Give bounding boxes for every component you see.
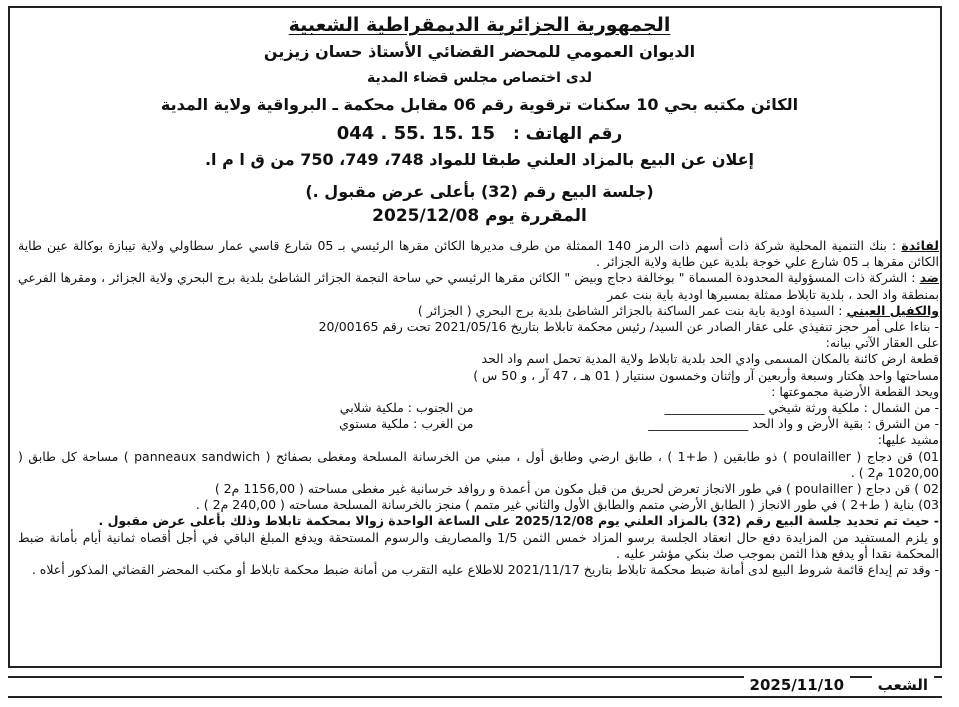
scheduled-label: المقررة يوم (485, 206, 587, 226)
scheduled-date: 2025/12/08 (372, 206, 480, 226)
beneficiary-text: : بنك التنمية المحلية شركة ذات أسهم ذات الرمز 140 الممثلة من طرف مديرها الكائن مقرها الرئيسي بـ 05 شارع قاسي عمار سطاولي ولاية تيبازة بوكالة عين طاية الكائن مقرها بـ 05 شارع علي خوجة بلدية عين طاية ولاية الجزائر . (18, 238, 939, 270)
phone-label: رقم الهاتف : (512, 124, 623, 144)
phone-line (0, 123, 959, 144)
session-note: - حيث تم تحديد جلسة البيع رقم (32) بالمزاد العلني يوم 2025/12/08 على الساعة الواحدة زوالا بمحكمة تابلاط وذلك بأعلى عرض مقبول . (98, 513, 939, 529)
against-text: : الشركة ذات المسؤولية المحدودة المسماة " بوخالفة دجاج وبيض " الكائن مقرها الرئيسي حي ساحة النجمة الجزائر الشاطئ بلدية برج البحري ولاية الجزائر ، ومقرها الفرعي بمنطقة واد الحد ، بلدية تابلاط ممثلة بمسيرها اودية باية بنت عمر (18, 270, 939, 302)
borders-row-2 (18, 416, 939, 432)
footer-bar (8, 676, 942, 698)
scheduled-line (0, 206, 959, 226)
land-description: قطعة ارض كائنة بالمكان المسمى وادي الحد بلدية تابلاط ولاية المدية تحمل اسم واد الحد (481, 351, 939, 367)
announcement: إعلان عن البيع بالمزاد العلني طبقا للمواد 748، 749، 750 من ق ا م ا. (204, 150, 755, 169)
footer-date: 2025/11/10 (744, 676, 850, 694)
jurisdiction: لدى اختصاص مجلس قضاء المدية (366, 70, 593, 86)
land-area: مساحتها واحد هكتار وسبعة وأربعين آر وإثنان وخمسون سنتيار ( 01 هـ ، 47 آر ، و 50 س ) (473, 367, 939, 383)
guarantor-label: والكفيل العيني (846, 302, 939, 318)
page-title: الجمهورية الجزائرية الديمقراطية الشعبية (288, 14, 671, 36)
borders-intro: ويحد القطعة الأرضية مجموعتها : (771, 383, 939, 399)
deposit-note: - وقد تم إيداع قائمة شروط البيع لدى أمانة ضبط محكمة تابلاط بتاريخ 2021/11/17 للاطلاع عليه التقرب من أمانة ضبط محكمة تابلاط أو مكتب المحضر القضائي المذكور أعلاه . (31, 562, 939, 578)
seizure-paragraph: - بناءا على أمر حجز تنفيذي على عقار الصادر عن السيد/ رئيس محكمة تابلاط بتاريخ 2021/05/16 تحت رقم 20/00165 (318, 319, 939, 335)
property-intro: على العقار الآتي بيانه: (825, 335, 939, 351)
border-north: - من الشمال : ملكية ورثة شيخي ________________ (664, 400, 939, 416)
built-item-1: 01) قن دجاج ( poulailler ) ذو طابقين ( ط+1 ) ، طابق ارضي وطابق أول ، مبني من الخرسانة المسلحة ومغطى بصفائح ( panneaux sandwich ) مساحة كل طابق ( 1020,00 م2 ) . (18, 448, 940, 480)
against-paragraph (18, 270, 939, 302)
newspaper-name: الشعب (872, 676, 934, 694)
built-item-3: 03) بناية ( ط+2 ) في طور الانجاز ( الطابق الأرضي متمم والطابق الأول والثاني غير متمم ) منجز بالخرسانة المسلحة مساحته ( 240,00 م2 ) . (195, 497, 939, 513)
office-address: الكائن مكتبه بحي 10 سكنات ترقوية رقم 06 مقابل محكمة ـ البرواقية ولاية المدية (160, 95, 799, 114)
border-south: من الجنوب : ملكية شلابي (339, 400, 474, 416)
notice-body (18, 238, 939, 578)
phone-value: 044 . 55. 15. 15 (336, 123, 496, 144)
beneficiary-label: لفائدة (901, 238, 939, 253)
guarantor-text: : السيدة اودية باية بنت عمر الساكنة بالجزائر الشاطئ بلدية برج البحري ( الجزائر ) (417, 302, 843, 318)
guarantor-paragraph (18, 303, 939, 319)
beneficiary-paragraph (18, 238, 939, 270)
border-west: من الغرب : ملكية مستوي (339, 416, 474, 432)
built-intro: مشيد عليها: (877, 432, 939, 448)
office-name: الديوان العمومي للمحضر القضائي الأستاذ حسان زيزين (263, 42, 696, 61)
built-item-2: 02 ) قن دجاج ( poulailler ) في طور الانجاز تعرض لحريق من قبل مكون من أعمدة و روافد خرسانية غير مغطى مساحته ( 1156,00 م2 ) (214, 481, 939, 497)
payment-note: و يلزم المستفيد من المزايدة دفع حال انعقاد الجلسة برسو المزاد خمس الثمن 1/5 والمصاريف والرسوم المستحقة ويدفع المبلغ الباقي في أجل أقصاه ثمانية أيام بأمانة ضبط المحكمة نقدا أو يدفع هذا الثمن بموجب صك بنكي مؤشر عليه . (18, 529, 939, 561)
session-line: (جلسة البيع رقم (32) بأعلى عرض مقبول .) (305, 182, 654, 201)
borders-row-1 (18, 400, 939, 416)
against-label: ضد (919, 270, 939, 286)
border-east: - من الشرق : بقية الأرض و واد الحد ________________ (648, 416, 939, 432)
